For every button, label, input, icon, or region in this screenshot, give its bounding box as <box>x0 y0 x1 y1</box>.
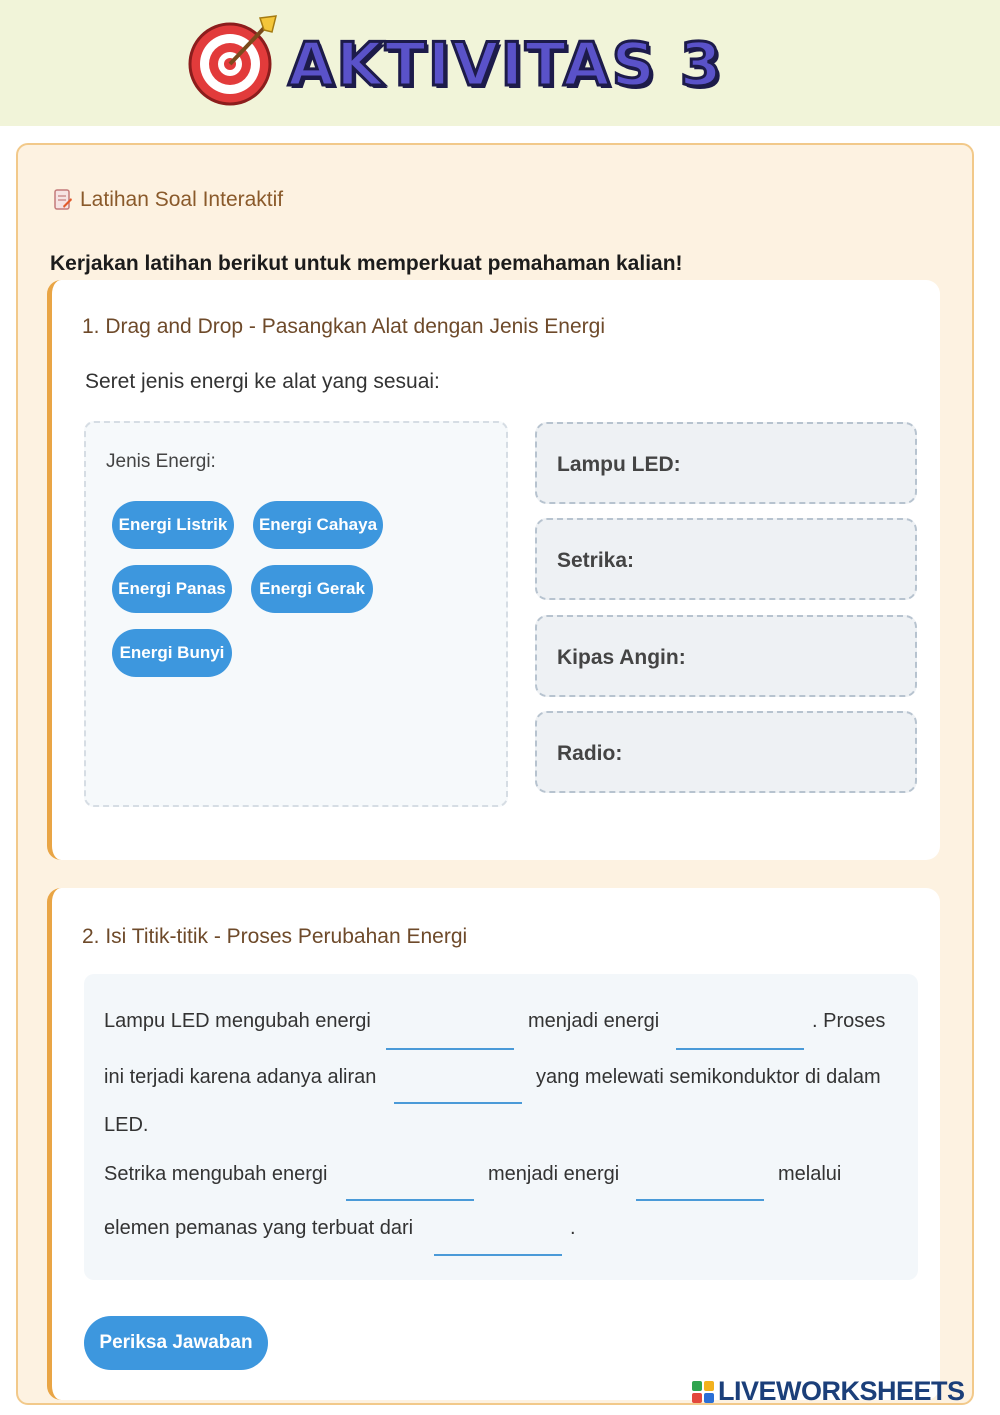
drop-zone-label: Radio: <box>557 742 623 765</box>
drop-zone-radio[interactable] <box>535 711 917 793</box>
sentence-fragment: menjadi energi <box>528 1010 660 1032</box>
banner <box>0 0 1000 126</box>
blank-input-4[interactable] <box>346 1199 474 1201</box>
card-header-label: Latihan Soal Interaktif <box>80 188 284 211</box>
blank-input-5[interactable] <box>636 1199 764 1201</box>
sentence-fragment: . Proses <box>812 1010 886 1032</box>
target-dart-icon <box>186 12 278 108</box>
sentence-fragment: menjadi energi <box>488 1163 620 1185</box>
fill-blank-box <box>84 974 918 1280</box>
check-answer-button[interactable]: Periksa Jawaban <box>84 1316 268 1370</box>
section1-title: 1. Drag and Drop - Pasangkan Alat dengan Jenis Energi <box>82 315 606 338</box>
drop-zone-lampu-led[interactable] <box>535 422 917 504</box>
drop-zone-setrika[interactable] <box>535 518 917 600</box>
liveworksheets-brand <box>692 1376 965 1407</box>
brand-name: LIVEWORKSHEETS <box>718 1376 965 1406</box>
chip-energi-panas[interactable]: Energi Panas <box>112 565 232 613</box>
energy-pool-label: Jenis Energi: <box>106 451 216 472</box>
blank-input-1[interactable] <box>386 1048 514 1050</box>
banner-title: AKTIVITAS 3 <box>288 30 724 100</box>
liveworksheets-logo-icon <box>692 1381 714 1403</box>
chip-energi-cahaya[interactable]: Energi Cahaya <box>253 501 383 549</box>
sentence-fragment: yang melewati semikonduktor di dalam <box>536 1066 881 1088</box>
drop-zone-label: Lampu LED: <box>557 453 681 476</box>
drag-drop-section <box>47 280 940 860</box>
section1-instruction: Seret jenis energi ke alat yang sesuai: <box>85 370 440 393</box>
chip-energi-gerak[interactable]: Energi Gerak <box>251 565 373 613</box>
blank-input-2[interactable] <box>676 1048 804 1050</box>
energy-pool <box>84 421 508 807</box>
section2-title: 2. Isi Titik-titik - Proses Perubahan Energi <box>82 925 468 948</box>
sentence-fragment: . <box>570 1217 576 1239</box>
chip-energi-listrik[interactable]: Energi Listrik <box>112 501 234 549</box>
document-icon <box>54 189 72 211</box>
blank-input-6[interactable] <box>434 1254 562 1256</box>
sentence-fragment: LED. <box>104 1114 149 1136</box>
sentence-fragment: ini terjadi karena adanya aliran <box>104 1066 377 1088</box>
card-header <box>54 188 283 212</box>
drop-zone-kipas-angin[interactable] <box>535 615 917 697</box>
sentence-fragment: Setrika mengubah energi <box>104 1163 328 1185</box>
sentence-fragment: Lampu LED mengubah energi <box>104 1010 371 1032</box>
blank-input-3[interactable] <box>394 1102 522 1104</box>
sentence-fragment: melalui <box>778 1163 842 1185</box>
chip-energi-bunyi[interactable]: Energi Bunyi <box>112 629 232 677</box>
drop-zone-label: Kipas Angin: <box>557 646 686 669</box>
fill-blank-section <box>47 888 940 1400</box>
drop-zone-label: Setrika: <box>557 549 635 572</box>
sentence-fragment: elemen pemanas yang terbuat dari <box>104 1217 414 1239</box>
intro-text: Kerjakan latihan berikut untuk memperkuat pemahaman kalian! <box>50 252 683 275</box>
